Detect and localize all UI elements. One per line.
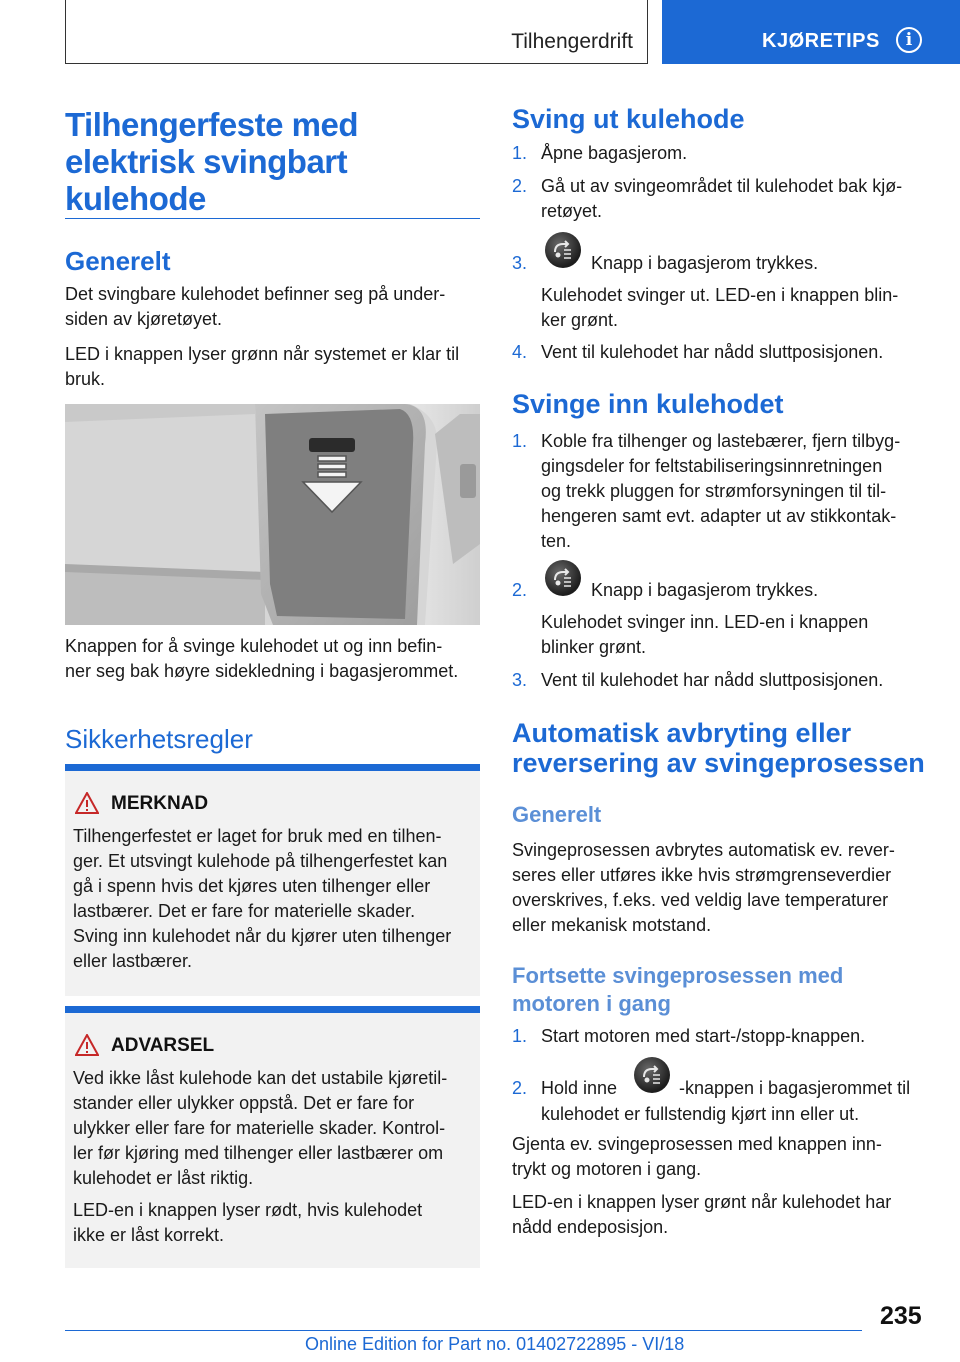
footer-rule — [65, 1330, 862, 1331]
header-tab-label: KJØRETIPS — [762, 30, 880, 52]
tow-hitch-button-icon — [634, 1057, 670, 1093]
step-number: 1. — [512, 1026, 528, 1046]
step-text: kulehodet er fullstendig kjørt inn eller ut. — [541, 1104, 860, 1124]
step-number: 4. — [512, 342, 528, 362]
page-title: Tilhengerfeste med elektrisk svingbart kulehode — [65, 106, 358, 217]
general-paragraph-2: LED i knappen lyser grønn når systemet er klar til bruk. — [65, 344, 460, 389]
warning-bar — [65, 1006, 480, 1013]
step-number: 3. — [512, 253, 528, 273]
step-text: Åpne bagasjerom. — [541, 143, 688, 163]
auto-general-paragraph: Svingeprosessen avbrytes automatisk ev. rever- seres eller utføres ikke hvis strømgrenseverdier overskrives, f.eks. ved veldig lave temperaturer eller mekanisk motstand. — [512, 840, 895, 935]
step-text: Knapp i bagasjerom trykkes. — [591, 580, 819, 600]
footer-edition: Online Edition for Part no. 01402722895 - VI/18 — [305, 1334, 685, 1354]
step-number: 2. — [512, 1078, 528, 1098]
step-number: 1. — [512, 431, 528, 451]
notice-bar — [65, 764, 480, 771]
warning-label: ADVARSEL — [111, 1035, 215, 1056]
notice-label: MERKNAD — [111, 793, 209, 814]
step-text: Vent til kulehodet har nådd sluttposisjonen. — [541, 670, 884, 690]
trunk-side-panel-photo — [65, 404, 480, 625]
step-number: 3. — [512, 670, 528, 690]
step-text: Knapp i bagasjerom trykkes. — [591, 253, 819, 273]
tow-hitch-button-icon — [545, 560, 581, 596]
warning-triangle-icon — [75, 1034, 99, 1056]
photo-caption: Knappen for å svinge kulehodet ut og inn befin- ner seg bak høyre sidekledning i bagasjerommet. — [65, 636, 459, 681]
step-number: 1. — [512, 143, 528, 163]
swing-in-heading: Svinge inn kulehodet — [512, 389, 784, 419]
step-result: Kulehodet svinger inn. LED-en i knappen blinker grønt. — [541, 612, 869, 657]
repeat-paragraph: Gjenta ev. svingeprosessen med knappen inn- trykt og motoren i gang. — [512, 1134, 882, 1179]
warning-box — [65, 1006, 480, 1268]
swing-out-heading: Sving ut kulehode — [512, 104, 745, 134]
notice-text: Tilhengerfestet er laget for bruk med en tilhen- ger. Et utsvingt kulehode på tilhengerfestet kan gå i spenn hvis det kjøres uten tilhenger eller lastbærer. Det er fare for materielle skader. Sving inn kulehodet når du kjører uten tilhenger eller lastbærer. — [73, 826, 452, 971]
auto-heading: Automatisk avbryting eller reversering av svingeprosessen — [512, 718, 925, 778]
header-tab-kjoretips[interactable] — [662, 0, 960, 64]
page-number: 235 — [880, 1302, 922, 1330]
step-result: Kulehodet svinger ut. LED-en i knappen blin- ker grønt. — [541, 285, 899, 330]
step-text: Start motoren med start-/stopp-knappen. — [541, 1026, 866, 1046]
step-number: 2. — [512, 176, 528, 196]
header-section-box — [65, 0, 648, 64]
continue-heading: Fortsette svingeprosessen med motoren i gang — [512, 963, 844, 1016]
step-text: Vent til kulehodet har nådd sluttposisjonen. — [541, 342, 884, 362]
step-number: 2. — [512, 580, 528, 600]
auto-general-heading: Generelt — [512, 802, 602, 827]
info-icon[interactable]: i — [896, 27, 922, 53]
title-rule — [65, 218, 480, 219]
warning-text-2: LED-en i knappen lyser rødt, hvis kulehodet ikke er låst korrekt. — [73, 1200, 423, 1245]
step-text: Gå ut av svingeområdet til kulehodet bak kjø- retøyet. — [541, 176, 903, 221]
step-text: -knappen i bagasjerommet til — [679, 1078, 911, 1098]
warning-text-1: Ved ikke låst kulehode kan det ustabile kjøretil- stander eller ulykker oppstå. Det er fare for ulykker eller fare for materielle skader. Kontrol- ler før kjøring med tilhenger eller lastbærer om kulehodet er låst riktig. — [73, 1068, 448, 1188]
warning-triangle-icon — [75, 792, 99, 814]
step-text: Koble fra tilhenger og lastebærer, fjern tilbyg- gingsdeler for feltstabiliseringsinnretningen og trekk pluggen for strømforsyningen til til- hengeren samt evt. adapter ut av stikkontak- ten. — [541, 431, 901, 551]
led-paragraph: LED-en i knappen lyser grønt når kulehodet har nådd endeposisjon. — [512, 1192, 892, 1237]
safety-heading: Sikkerhetsregler — [65, 724, 253, 754]
tow-hitch-button-icon — [545, 232, 581, 268]
general-heading: Generelt — [65, 246, 171, 276]
step-text: Hold inne — [541, 1078, 618, 1098]
general-paragraph-1: Det svingbare kulehodet befinner seg på under- siden av kjøretøyet. — [65, 284, 446, 329]
notice-box — [65, 764, 480, 996]
header-section-title: Tilhengerdrift — [511, 30, 633, 53]
